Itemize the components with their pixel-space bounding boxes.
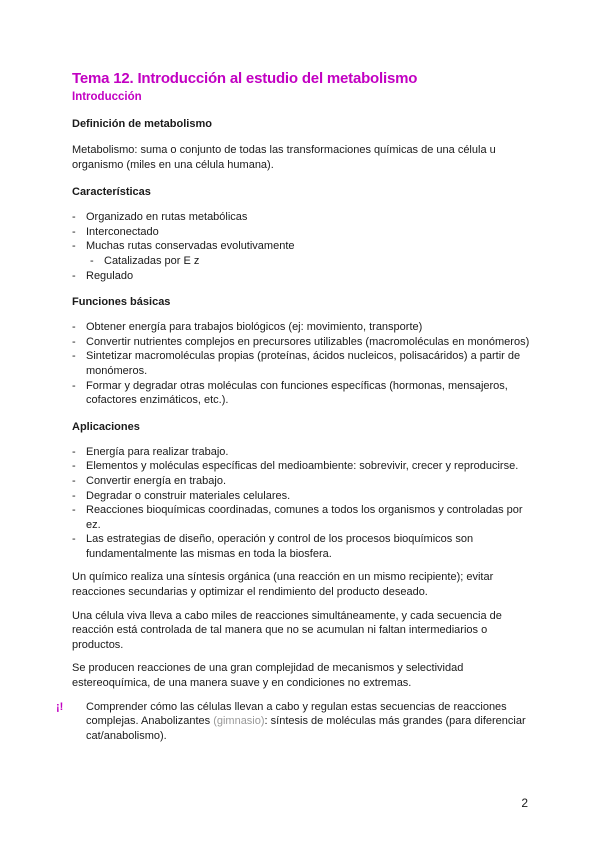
list-item: - Energía para realizar trabajo.: [72, 445, 532, 460]
note-text-before: Comprender cómo las células llevan a cabo y regulan estas secuencias de reacciones complejas. Anabolizantes: [86, 700, 507, 728]
exclamation-icon: ¡!: [56, 700, 64, 713]
list-item: - Convertir energía en trabajo.: [72, 474, 532, 489]
list-item: - Reacciones bioquímicas coordinadas, comunes a todos los organismos y controladas por ez.: [72, 503, 532, 532]
list-item: - Las estrategias de diseño, operación y control de los procesos bioquímicos son fundamentalmente las mismas en toda la biosfera.: [72, 532, 532, 561]
page-content: [56, 70, 532, 743]
page-number: 2: [521, 796, 528, 810]
page-subtitle: Introducción: [72, 91, 142, 103]
list-item: - Organizado en rutas metabólicas: [72, 210, 532, 225]
paragraph-celula: Una célula viva lleva a cabo miles de reacciones simultáneamente, y cada secuencia de reacción está controlada de tal manera que no se acumulan ni faltan intermediarios o productos.: [72, 609, 502, 651]
heading-caracteristicas: Características: [72, 186, 151, 199]
heading-funciones: Funciones básicas: [72, 296, 171, 309]
list-item: - Obtener energía para trabajos biológicos (ej: movimiento, transporte): [72, 320, 532, 335]
heading-definicion: Definición de metabolismo: [72, 118, 212, 130]
page-title: Tema 12. Introducción al estudio del metabolismo: [72, 70, 418, 87]
paragraph-quimico: Un químico realiza una síntesis orgánica (una reacción en un mismo recipiente); evitar reacciones secundarias y optimizar el rendimiento del producto deseado.: [72, 571, 494, 599]
list-item: - Convertir nutrientes complejos en precursores utilizables (macromoléculas en monómeros): [72, 335, 532, 350]
list-item: - Degradar o construir materiales celulares.: [72, 489, 532, 504]
list-item: - Muchas rutas conservadas evolutivamente: [72, 239, 532, 254]
note-text-after: : síntesis de moléculas más grandes (para diferenciar cat/anabolismo).: [86, 715, 526, 742]
aplicaciones-list: [72, 445, 532, 562]
note-gray-text: (gimnasio): [213, 715, 265, 728]
definicion-text: Metabolismo: suma o conjunto de todas las transformaciones químicas de una célula u organismo (miles en una célula humana).: [72, 144, 496, 171]
funciones-list: [72, 320, 532, 408]
list-item: - Catalizadas por E z: [72, 254, 532, 269]
note-paragraph: [56, 700, 532, 744]
heading-aplicaciones: Aplicaciones: [72, 420, 140, 433]
list-item: - Sintetizar macromoléculas propias (proteínas, ácidos nucleicos, polisacáridos) a partir de monómeros.: [72, 349, 532, 378]
caracteristicas-list: [72, 210, 532, 283]
list-item: - Formar y degradar otras moléculas con funciones específicas (hormonas, mensajeros, cofactores enzimáticos, etc.).: [72, 379, 532, 408]
list-item: - Interconectado: [72, 225, 532, 240]
paragraph-reacciones: Se producen reacciones de una gran complejidad de mecanismos y selectividad estereoquímica, de una manera suave y en condiciones no extremas.: [72, 662, 464, 690]
list-item: - Regulado: [72, 269, 532, 284]
list-item: - Elementos y moléculas específicas del medioambiente: sobrevivir, crecer y reproducirse.: [72, 459, 532, 474]
